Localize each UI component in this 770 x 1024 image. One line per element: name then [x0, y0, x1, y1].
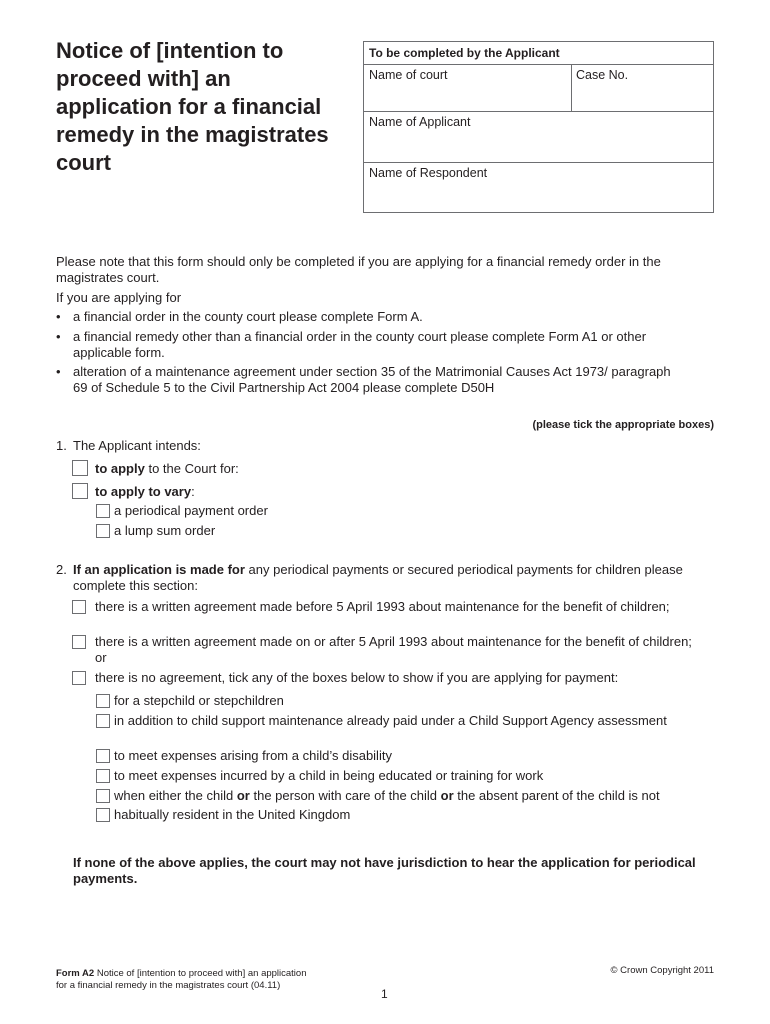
q1-apply-checkbox[interactable] — [72, 460, 88, 476]
q2-disability-checkbox[interactable] — [96, 749, 110, 763]
form-code: Form A2 — [56, 968, 95, 979]
q1-vary-label: to apply to vary: — [95, 484, 195, 499]
q2-no-agreement-label: there is no agreement, tick any of the boxes below to show if you are applying for payment: — [95, 670, 619, 685]
q2-stepchild-label: for a stepchild or stepchildren — [114, 693, 284, 708]
q2-resident-label: when either the child or the person with care of the child or the absent parent of the child is not — [114, 788, 660, 803]
q2-agreement-before-label: there is a written agreement made before 5 April 1993 about maintenance for the benefit of children; — [95, 599, 670, 614]
q2-stepchild-checkbox[interactable] — [96, 694, 110, 708]
q2-agreement-after-label: there is a written agreement made on or after 5 April 1993 about maintenance for the benefit of children; or — [95, 634, 692, 665]
q2-number: 2. — [56, 562, 67, 577]
intro-note: Please note that this form should only be completed if you are applying for a financial remedy order in the magistrates court. — [56, 254, 661, 285]
q2-resident-line2-checkbox[interactable] — [96, 808, 110, 822]
q2-csa-checkbox[interactable] — [96, 714, 110, 728]
bullet-symbol: • — [56, 309, 61, 324]
intro-bullet-3: alteration of a maintenance agreement under section 35 of the Matrimonial Causes Act 1973/ paragraph 69 of Schedule 5 to the Civil Partnership Act 2004 please complete D50H — [73, 364, 671, 395]
tick-note: (please tick the appropriate boxes) — [532, 419, 714, 431]
bullet-symbol: • — [56, 364, 61, 379]
q1-periodical-label: a periodical payment order — [114, 503, 268, 518]
applicant-box-header: To be completed by the Applicant — [364, 42, 713, 65]
q1-number: 1. — [56, 438, 67, 453]
jurisdiction-note: If none of the above applies, the court may not have jurisdiction to hear the application for periodical payments. — [73, 855, 696, 886]
page-title: Notice of [intention to proceed with] an application for a financial remedy in the magistrates court — [56, 38, 329, 175]
footer-form-info — [56, 968, 356, 992]
court-name-field[interactable] — [364, 65, 571, 111]
intro-bullet-2: a financial remedy other than a financial order in the county court please complete Form A1 or other applicable form. — [73, 329, 647, 360]
q2-agreement-before-checkbox[interactable] — [72, 600, 86, 614]
q2-education-label: to meet expenses incurred by a child in being educated or training for work — [114, 768, 544, 783]
q2-disability-label: to meet expenses arising from a child’s disability — [114, 748, 392, 763]
bullet-symbol: • — [56, 329, 61, 344]
q2-intro: If an application is made for any periodical payments or secured periodical payments for children please complete this section: — [73, 562, 683, 593]
intro-if-applying: If you are applying for — [56, 290, 182, 305]
q1-heading: The Applicant intends: — [73, 438, 201, 453]
q1-lump-sum-checkbox[interactable] — [96, 524, 110, 538]
applicant-name-label: Name of Applicant — [369, 115, 471, 129]
respondent-name-label: Name of Respondent — [369, 166, 488, 180]
copyright: © Crown Copyright 2011 — [610, 965, 714, 976]
q2-no-agreement-checkbox[interactable] — [72, 671, 86, 685]
form-desc-1: Notice of [intention to proceed with] an application — [94, 968, 307, 979]
intro-bullet-1: a financial order in the county court please complete Form A. — [73, 309, 423, 324]
page-number: 1 — [381, 987, 388, 1001]
q1-periodical-checkbox[interactable] — [96, 504, 110, 518]
applicant-details-box — [363, 41, 714, 213]
q1-lump-sum-label: a lump sum order — [114, 523, 216, 538]
case-number-field[interactable] — [571, 65, 714, 111]
q2-education-checkbox[interactable] — [96, 769, 110, 783]
q2-resident-checkbox[interactable] — [96, 789, 110, 803]
q2-csa-label: in addition to child support maintenance already paid under a Child Support Agency assessment — [114, 713, 667, 728]
respondent-name-field[interactable] — [364, 163, 714, 213]
q1-apply-label: to apply to the Court for: — [95, 461, 239, 476]
applicant-name-field[interactable] — [364, 112, 714, 162]
q1-vary-checkbox[interactable] — [72, 483, 88, 499]
court-name-label: Name of court — [369, 68, 448, 82]
q2-agreement-after-checkbox[interactable] — [72, 635, 86, 649]
case-number-label: Case No. — [576, 68, 629, 82]
form-desc-2: for a financial remedy in the magistrates court (04.11) — [56, 980, 281, 991]
q2-resident-line2-label: habitually resident in the United Kingdom — [114, 807, 351, 822]
